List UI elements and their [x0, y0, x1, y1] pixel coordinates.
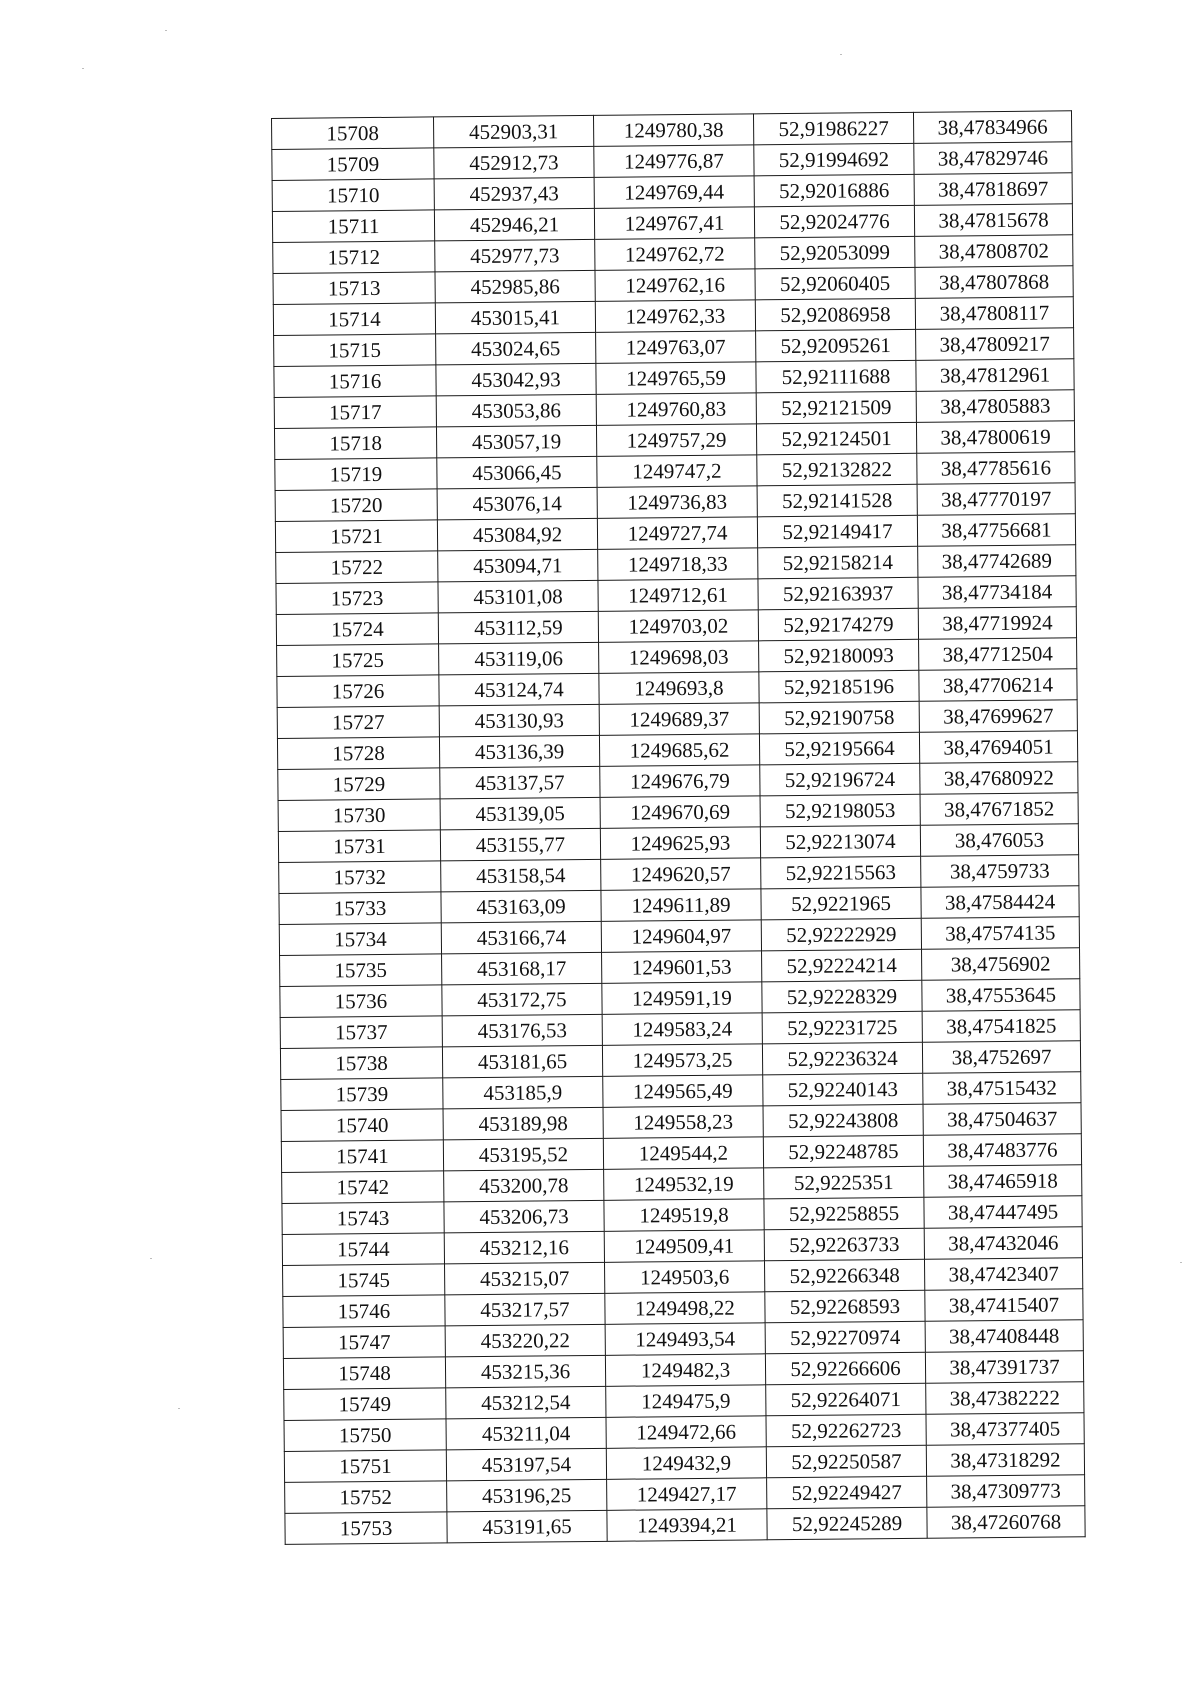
point-number-cell: 15714 — [273, 303, 435, 336]
latitude-cell: 52,92053099 — [755, 236, 915, 269]
point-number-cell: 15708 — [272, 117, 434, 150]
latitude-cell: 52,92263733 — [764, 1228, 924, 1261]
point-number-cell: 15743 — [282, 1202, 444, 1235]
y-coordinate-cell: 1249747,2 — [597, 455, 757, 488]
latitude-cell: 52,92245289 — [767, 1507, 927, 1540]
latitude-cell: 52,92095261 — [756, 329, 916, 362]
latitude-cell: 52,92024776 — [754, 205, 914, 238]
coordinate-table-wrapper — [271, 110, 1086, 1545]
point-number-cell: 15742 — [282, 1171, 444, 1204]
x-coordinate-cell: 453211,04 — [446, 1417, 606, 1450]
y-coordinate-cell: 1249573,25 — [602, 1044, 762, 1077]
y-coordinate-cell: 1249625,93 — [600, 827, 760, 860]
latitude-cell: 52,92215563 — [761, 856, 921, 889]
longitude-cell: 38,47318292 — [926, 1444, 1084, 1477]
point-number-cell: 15717 — [274, 396, 436, 429]
point-number-cell: 15751 — [284, 1450, 446, 1483]
y-coordinate-cell: 1249763,07 — [596, 331, 756, 364]
point-number-cell: 15733 — [279, 892, 441, 925]
y-coordinate-cell: 1249776,87 — [594, 145, 754, 178]
y-coordinate-cell: 1249611,89 — [601, 889, 761, 922]
x-coordinate-cell: 453139,05 — [440, 797, 600, 830]
point-number-cell: 15711 — [272, 210, 434, 243]
x-coordinate-cell: 453053,86 — [436, 394, 596, 427]
latitude-cell: 52,92185196 — [759, 670, 919, 703]
y-coordinate-cell: 1249583,24 — [602, 1013, 762, 1046]
y-coordinate-cell: 1249427,17 — [607, 1478, 767, 1511]
x-coordinate-cell: 453172,75 — [442, 983, 602, 1016]
x-coordinate-cell: 453094,71 — [438, 549, 598, 582]
latitude-cell: 52,92111688 — [756, 360, 916, 393]
x-coordinate-cell: 453163,09 — [441, 890, 601, 923]
latitude-cell: 52,92240143 — [763, 1073, 923, 1106]
latitude-cell: 52,92228329 — [762, 980, 922, 1013]
x-coordinate-cell: 452937,43 — [434, 177, 594, 210]
longitude-cell: 38,47808702 — [915, 235, 1073, 268]
y-coordinate-cell: 1249472,66 — [606, 1416, 766, 1449]
latitude-cell: 52,92174279 — [758, 608, 918, 641]
coordinate-table — [271, 110, 1086, 1545]
latitude-cell: 52,92124501 — [756, 422, 916, 455]
latitude-cell: 52,92163937 — [758, 577, 918, 610]
longitude-cell: 38,47415407 — [925, 1289, 1083, 1322]
latitude-cell: 52,92213074 — [760, 825, 920, 858]
longitude-cell: 38,47807868 — [915, 266, 1073, 299]
y-coordinate-cell: 1249519,8 — [604, 1199, 764, 1232]
longitude-cell: 38,47584424 — [921, 886, 1079, 919]
y-coordinate-cell: 1249394,21 — [607, 1509, 767, 1542]
longitude-cell: 38,47815678 — [914, 204, 1072, 237]
point-number-cell: 15746 — [283, 1295, 445, 1328]
y-coordinate-cell: 1249509,41 — [604, 1230, 764, 1263]
x-coordinate-cell: 452946,21 — [434, 208, 594, 241]
latitude-cell: 52,92258855 — [764, 1197, 924, 1230]
longitude-cell: 38,47541825 — [922, 1010, 1080, 1043]
y-coordinate-cell: 1249762,16 — [595, 269, 755, 302]
y-coordinate-cell: 1249493,54 — [605, 1323, 765, 1356]
x-coordinate-cell: 453200,78 — [444, 1169, 604, 1202]
latitude-cell: 52,92236324 — [762, 1042, 922, 1075]
longitude-cell: 38,476053 — [920, 824, 1078, 857]
y-coordinate-cell: 1249757,29 — [596, 424, 756, 457]
point-number-cell: 15709 — [272, 148, 434, 181]
longitude-cell: 38,47483776 — [923, 1134, 1081, 1167]
x-coordinate-cell: 453220,22 — [445, 1324, 605, 1357]
point-number-cell: 15712 — [273, 241, 435, 274]
scan-speck — [840, 54, 842, 55]
longitude-cell: 38,47432046 — [924, 1227, 1082, 1260]
y-coordinate-cell: 1249482,3 — [605, 1354, 765, 1387]
point-number-cell: 15737 — [280, 1016, 442, 1049]
latitude-cell: 52,9221965 — [761, 887, 921, 920]
x-coordinate-cell: 453206,73 — [444, 1200, 604, 1233]
y-coordinate-cell: 1249544,2 — [603, 1137, 763, 1170]
table-row — [285, 1506, 1085, 1545]
point-number-cell: 15731 — [278, 830, 440, 863]
point-number-cell: 15724 — [276, 613, 438, 646]
point-number-cell: 15744 — [282, 1233, 444, 1266]
latitude-cell: 52,92195664 — [759, 732, 919, 765]
latitude-cell: 52,92224214 — [762, 949, 922, 982]
x-coordinate-cell: 453076,14 — [437, 487, 597, 520]
x-coordinate-cell: 453130,93 — [439, 704, 599, 737]
latitude-cell: 52,92121509 — [756, 391, 916, 424]
longitude-cell: 38,47408448 — [925, 1320, 1083, 1353]
point-number-cell: 15720 — [275, 489, 437, 522]
y-coordinate-cell: 1249604,97 — [601, 920, 761, 953]
longitude-cell: 38,47309773 — [927, 1475, 1085, 1508]
point-number-cell: 15745 — [283, 1264, 445, 1297]
x-coordinate-cell: 452985,86 — [435, 270, 595, 303]
point-number-cell: 15727 — [277, 706, 439, 739]
y-coordinate-cell: 1249685,62 — [599, 734, 759, 767]
longitude-cell: 38,47785616 — [917, 452, 1075, 485]
longitude-cell: 38,47423407 — [924, 1258, 1082, 1291]
longitude-cell: 38,47699627 — [919, 700, 1077, 733]
point-number-cell: 15748 — [283, 1357, 445, 1390]
point-number-cell: 15740 — [281, 1109, 443, 1142]
point-number-cell: 15725 — [277, 644, 439, 677]
longitude-cell: 38,47770197 — [917, 483, 1075, 516]
latitude-cell: 52,92196724 — [760, 763, 920, 796]
point-number-cell: 15750 — [284, 1419, 446, 1452]
y-coordinate-cell: 1249780,38 — [593, 114, 753, 147]
y-coordinate-cell: 1249769,44 — [594, 176, 754, 209]
y-coordinate-cell: 1249620,57 — [601, 858, 761, 891]
x-coordinate-cell: 453181,65 — [442, 1045, 602, 1078]
latitude-cell: 52,92266606 — [765, 1352, 925, 1385]
longitude-cell: 38,4752697 — [922, 1041, 1080, 1074]
x-coordinate-cell: 453196,25 — [447, 1479, 607, 1512]
latitude-cell: 52,92248785 — [763, 1135, 923, 1168]
x-coordinate-cell: 453136,39 — [439, 735, 599, 768]
x-coordinate-cell: 453215,07 — [445, 1262, 605, 1295]
longitude-cell: 38,47719924 — [918, 607, 1076, 640]
point-number-cell: 15726 — [277, 675, 439, 708]
y-coordinate-cell: 1249712,61 — [598, 579, 758, 612]
longitude-cell: 38,47447495 — [924, 1196, 1082, 1229]
latitude-cell: 52,92158214 — [758, 546, 918, 579]
longitude-cell: 38,47712504 — [919, 638, 1077, 671]
point-number-cell: 15729 — [278, 768, 440, 801]
x-coordinate-cell: 453191,65 — [447, 1510, 607, 1543]
x-coordinate-cell: 453189,98 — [443, 1107, 603, 1140]
longitude-cell: 38,47706214 — [919, 669, 1077, 702]
latitude-cell: 52,92149417 — [757, 515, 917, 548]
scan-speck — [82, 68, 84, 69]
longitude-cell: 38,47391737 — [925, 1351, 1083, 1384]
longitude-cell: 38,47812961 — [916, 359, 1074, 392]
y-coordinate-cell: 1249760,83 — [596, 393, 756, 426]
longitude-cell: 38,47465918 — [924, 1165, 1082, 1198]
longitude-cell: 38,47680922 — [920, 762, 1078, 795]
scan-speck — [178, 1408, 180, 1409]
latitude-cell: 52,92266348 — [764, 1259, 924, 1292]
longitude-cell: 38,4759733 — [921, 855, 1079, 888]
latitude-cell: 52,92231725 — [762, 1011, 922, 1044]
x-coordinate-cell: 452977,73 — [435, 239, 595, 272]
x-coordinate-cell: 453101,08 — [438, 580, 598, 613]
y-coordinate-cell: 1249718,33 — [598, 548, 758, 581]
y-coordinate-cell: 1249698,03 — [599, 641, 759, 674]
y-coordinate-cell: 1249601,53 — [602, 951, 762, 984]
longitude-cell: 38,47808117 — [915, 297, 1073, 330]
y-coordinate-cell: 1249689,37 — [599, 703, 759, 736]
longitude-cell: 38,47260768 — [927, 1506, 1085, 1539]
latitude-cell: 52,92222929 — [761, 918, 921, 951]
x-coordinate-cell: 453024,65 — [436, 332, 596, 365]
x-coordinate-cell: 453042,93 — [436, 363, 596, 396]
y-coordinate-cell: 1249765,59 — [596, 362, 756, 395]
x-coordinate-cell: 453084,92 — [437, 518, 597, 551]
y-coordinate-cell: 1249762,72 — [595, 238, 755, 271]
point-number-cell: 15734 — [279, 923, 441, 956]
x-coordinate-cell: 453212,54 — [446, 1386, 606, 1419]
y-coordinate-cell: 1249532,19 — [604, 1168, 764, 1201]
point-number-cell: 15719 — [275, 458, 437, 491]
y-coordinate-cell: 1249432,9 — [606, 1447, 766, 1480]
y-coordinate-cell: 1249727,74 — [597, 517, 757, 550]
x-coordinate-cell: 453195,52 — [443, 1138, 603, 1171]
longitude-cell: 38,47734184 — [918, 576, 1076, 609]
point-number-cell: 15738 — [280, 1047, 442, 1080]
point-number-cell: 15749 — [284, 1388, 446, 1421]
y-coordinate-cell: 1249670,69 — [600, 796, 760, 829]
point-number-cell: 15732 — [279, 861, 441, 894]
longitude-cell: 38,47694051 — [919, 731, 1077, 764]
longitude-cell: 38,47805883 — [916, 390, 1074, 423]
longitude-cell: 38,47800619 — [916, 421, 1074, 454]
x-coordinate-cell: 453066,45 — [437, 456, 597, 489]
x-coordinate-cell: 453155,77 — [440, 828, 600, 861]
point-number-cell: 15723 — [276, 582, 438, 615]
y-coordinate-cell: 1249498,22 — [605, 1292, 765, 1325]
latitude-cell: 52,92086958 — [755, 298, 915, 331]
y-coordinate-cell: 1249762,33 — [595, 300, 755, 333]
scan-speck — [150, 1258, 152, 1259]
x-coordinate-cell: 453168,17 — [442, 952, 602, 985]
point-number-cell: 15718 — [274, 427, 436, 460]
latitude-cell: 52,92180093 — [759, 639, 919, 672]
latitude-cell: 52,92060405 — [755, 267, 915, 300]
longitude-cell: 38,47756681 — [917, 514, 1075, 547]
latitude-cell: 52,92268593 — [765, 1290, 925, 1323]
longitude-cell: 38,47504637 — [923, 1103, 1081, 1136]
longitude-cell: 38,47818697 — [914, 173, 1072, 206]
point-number-cell: 15716 — [274, 365, 436, 398]
longitude-cell: 38,47382222 — [926, 1382, 1084, 1415]
x-coordinate-cell: 453057,19 — [436, 425, 596, 458]
longitude-cell: 38,47671852 — [920, 793, 1078, 826]
longitude-cell: 38,47834966 — [913, 111, 1071, 144]
x-coordinate-cell: 453166,74 — [441, 921, 601, 954]
x-coordinate-cell: 453124,74 — [439, 673, 599, 706]
point-number-cell: 15722 — [276, 551, 438, 584]
latitude-cell: 52,92016886 — [754, 174, 914, 207]
x-coordinate-cell: 453212,16 — [444, 1231, 604, 1264]
point-number-cell: 15753 — [285, 1512, 447, 1545]
longitude-cell: 38,47574135 — [921, 917, 1079, 950]
longitude-cell: 38,47515432 — [923, 1072, 1081, 1105]
point-number-cell: 15728 — [277, 737, 439, 770]
longitude-cell: 38,47742689 — [918, 545, 1076, 578]
latitude-cell: 52,92262723 — [766, 1414, 926, 1447]
point-number-cell: 15735 — [280, 954, 442, 987]
longitude-cell: 38,4756902 — [922, 948, 1080, 981]
point-number-cell: 15730 — [278, 799, 440, 832]
scan-speck — [1180, 1262, 1182, 1263]
y-coordinate-cell: 1249736,83 — [597, 486, 757, 519]
x-coordinate-cell: 453119,06 — [439, 642, 599, 675]
x-coordinate-cell: 452903,31 — [433, 115, 593, 148]
latitude-cell: 52,92132822 — [757, 453, 917, 486]
point-number-cell: 15747 — [283, 1326, 445, 1359]
y-coordinate-cell: 1249703,02 — [598, 610, 758, 643]
point-number-cell: 15721 — [275, 520, 437, 553]
latitude-cell: 52,92243808 — [763, 1104, 923, 1137]
latitude-cell: 52,92141528 — [757, 484, 917, 517]
y-coordinate-cell: 1249503,6 — [605, 1261, 765, 1294]
latitude-cell: 52,91994692 — [754, 143, 914, 176]
y-coordinate-cell: 1249693,8 — [599, 672, 759, 705]
scan-speck — [165, 30, 167, 31]
latitude-cell: 52,92249427 — [767, 1476, 927, 1509]
latitude-cell: 52,92264071 — [766, 1383, 926, 1416]
x-coordinate-cell: 453215,36 — [445, 1355, 605, 1388]
y-coordinate-cell: 1249558,23 — [603, 1106, 763, 1139]
point-number-cell: 15713 — [273, 272, 435, 305]
x-coordinate-cell: 452912,73 — [434, 146, 594, 179]
latitude-cell: 52,91986227 — [753, 112, 913, 145]
latitude-cell: 52,9225351 — [764, 1166, 924, 1199]
point-number-cell: 15736 — [280, 985, 442, 1018]
latitude-cell: 52,92190758 — [759, 701, 919, 734]
x-coordinate-cell: 453158,54 — [441, 859, 601, 892]
longitude-cell: 38,47829746 — [914, 142, 1072, 175]
point-number-cell: 15715 — [274, 334, 436, 367]
latitude-cell: 52,92270974 — [765, 1321, 925, 1354]
x-coordinate-cell: 453176,53 — [442, 1014, 602, 1047]
y-coordinate-cell: 1249475,9 — [606, 1385, 766, 1418]
y-coordinate-cell: 1249676,79 — [600, 765, 760, 798]
longitude-cell: 38,47809217 — [916, 328, 1074, 361]
x-coordinate-cell: 453015,41 — [435, 301, 595, 334]
y-coordinate-cell: 1249591,19 — [602, 982, 762, 1015]
y-coordinate-cell: 1249565,49 — [603, 1075, 763, 1108]
point-number-cell: 15710 — [272, 179, 434, 212]
x-coordinate-cell: 453112,59 — [438, 611, 598, 644]
coordinate-table-body — [272, 111, 1086, 1545]
point-number-cell: 15739 — [281, 1078, 443, 1111]
longitude-cell: 38,47553645 — [922, 979, 1080, 1012]
longitude-cell: 38,47377405 — [926, 1413, 1084, 1446]
x-coordinate-cell: 453217,57 — [445, 1293, 605, 1326]
latitude-cell: 52,92250587 — [766, 1445, 926, 1478]
x-coordinate-cell: 453185,9 — [443, 1076, 603, 1109]
x-coordinate-cell: 453197,54 — [446, 1448, 606, 1481]
latitude-cell: 52,92198053 — [760, 794, 920, 827]
point-number-cell: 15741 — [281, 1140, 443, 1173]
y-coordinate-cell: 1249767,41 — [594, 207, 754, 240]
point-number-cell: 15752 — [285, 1481, 447, 1514]
x-coordinate-cell: 453137,57 — [440, 766, 600, 799]
